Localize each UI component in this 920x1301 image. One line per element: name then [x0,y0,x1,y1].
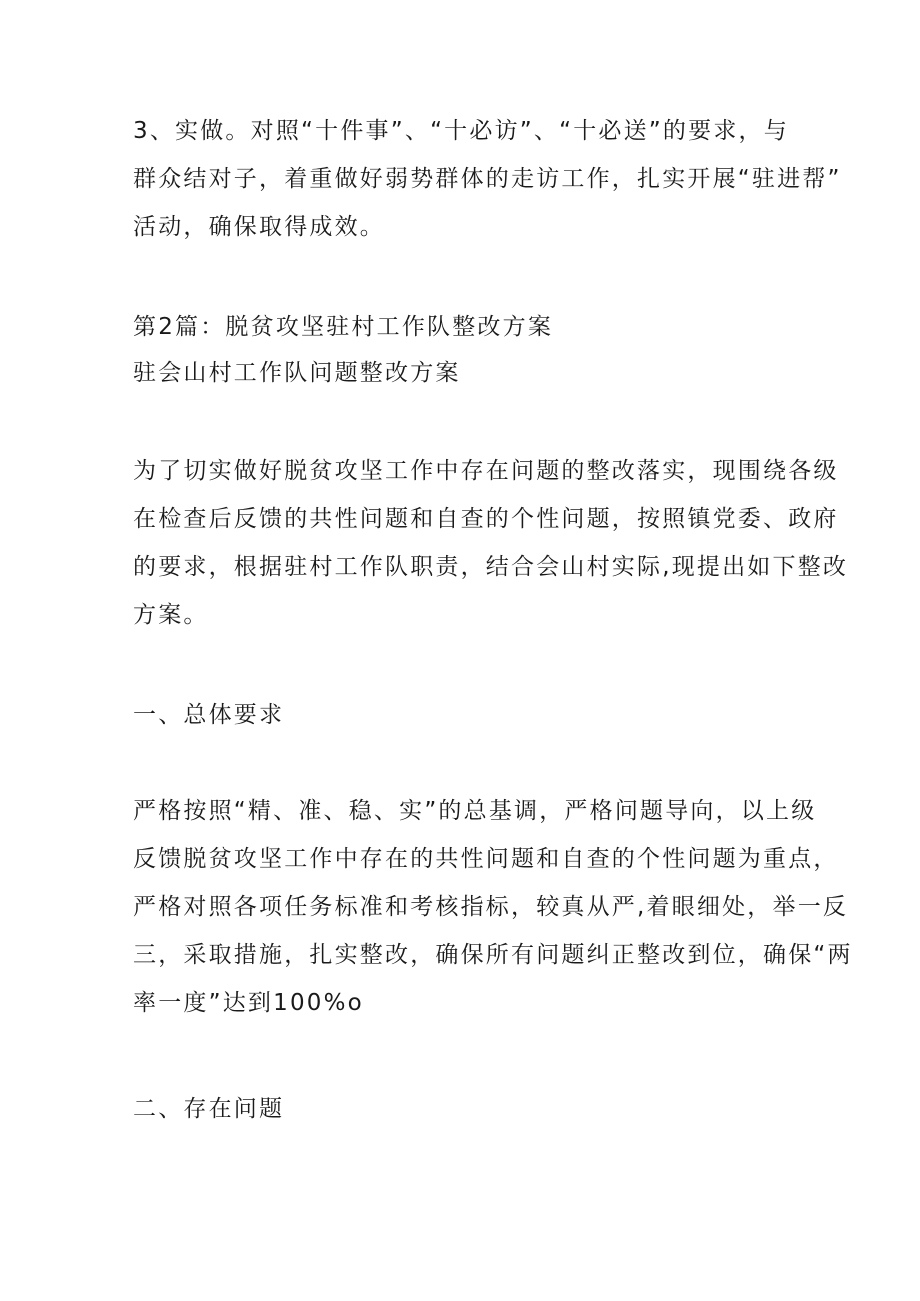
paragraph-intro-line-3: 的要求，根据驻村工作队职责，结合会山村实际,现提出如下整改 [133,554,849,580]
paragraph-item3-line-3: 活动，确保取得成效。 [133,214,385,240]
paragraph-section1-line-5: 率一度”达到100%o [133,990,364,1016]
paragraph-intro-line-1: 为了切实做好脱贫攻坚工作中存在问题的整改落实，现围绕各级 [133,458,839,484]
paragraph-item3-line-1: 3、实做。对照“十件事”、“十必访”、“十必送”的要求，与 [133,118,789,144]
chapter-heading: 第2篇：脱贫攻坚驻村工作队整改方案 [133,314,554,340]
paragraph-section1-line-1: 严格按照“精、准、稳、实”的总基调，严格问题导向，以上级 [133,798,817,824]
paragraph-intro-line-2: 在检查后反馈的共性问题和自查的个性问题，按照镇党委、政府 [133,506,839,532]
paragraph-intro-line-4: 方案。 [133,602,209,628]
paragraph-item3-line-2: 群众结对子，着重做好弱势群体的走访工作，扎实开展“驻进帮” [133,166,842,192]
paragraph-section1-line-4: 三，采取措施，扎实整改，确保所有问题纠正整改到位，确保“两 [133,942,853,968]
section-heading-existing-problems: 二、存在问题 [133,1096,285,1122]
paragraph-section1-line-2: 反馈脱贫攻坚工作中存在的共性问题和自查的个性问题为重点， [133,846,839,872]
section-heading-general-requirements: 一、总体要求 [133,702,285,728]
paragraph-section1-line-3: 严格对照各项任务标准和考核指标，较真从严,着眼细处，举一反 [133,894,849,920]
document-title: 驻会山村工作队问题整改方案 [133,360,461,386]
